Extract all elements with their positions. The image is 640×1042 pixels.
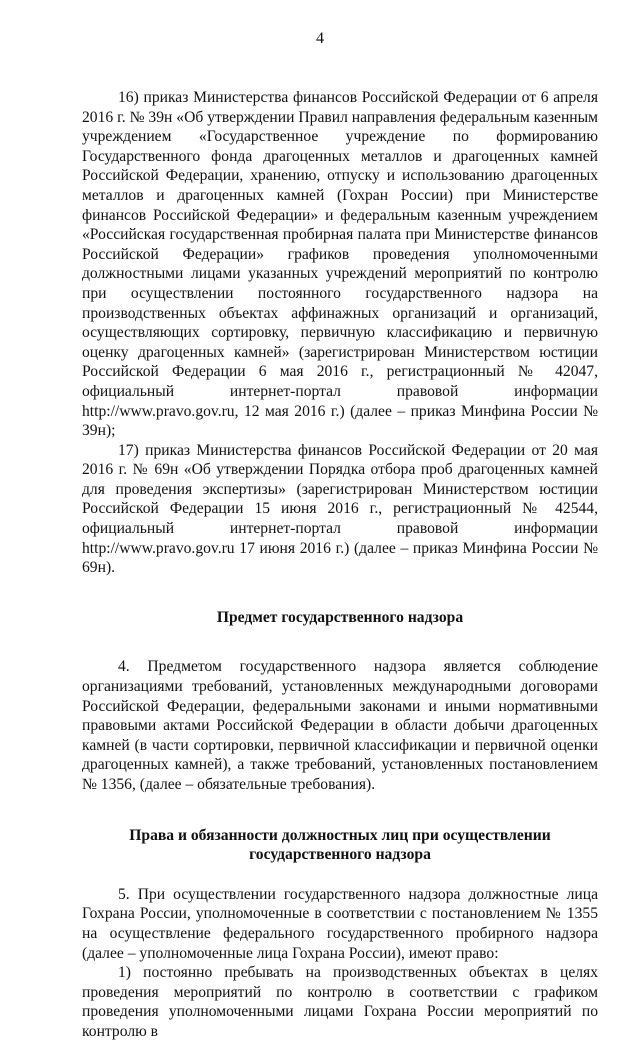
- page-number: 4: [316, 30, 324, 47]
- paragraph-4: 4. Предметом государственного надзора является соблюдение организациями требований, установленных международными договорами Российской Федерации, федеральными законами и иными нормативными правовыми актами Российской Федерации в области добычи драгоценных камней (в части сортировки, первичной классификации и первичной оценки драгоценных камней), а также требований, установленных постановлением № 1356, (далее – обязательные требования).: [82, 658, 598, 793]
- list-item-17: 17) приказ Министерства финансов Российской Федерации от 20 мая 2016 г. № 69н «Об утверждении Порядка отбора проб драгоценных камней для проведения экспертизы» (зарегистрирован Министерством юстиции Российской Федерации 15 июня 2016 г., регистрационный № 42544, официальный интернет-портал правовой информации http://www.pravo.gov.ru 17 июня 2016 г.) (далее – приказ Минфина России № 69н).: [82, 441, 598, 577]
- paragraph-5: 5. При осуществлении государственного надзора должностные лица Гохрана России, уполномоченные в соответствии с постановлением № 1355 на осуществление федерального государственного пробирного надзора (далее – уполномоченные лица Гохрана России), имеют право:: [82, 885, 598, 962]
- paragraph-5-item-1: 1) постоянно пребывать на производственных объектах в целях проведения мероприятий по контролю в соответствии с графиком проведения уполномоченными лицами Гохрана России мероприятий по контролю в: [82, 964, 598, 1040]
- section-heading-rights-line2: государственного надзора: [249, 846, 431, 864]
- list-item-16: 16) приказ Министерства финансов Российской Федерации от 6 апреля 2016 г. № 39н «Об утверждении Правил направления федеральным казенным учреждением «Государственное учреждение по формированию Государственного фонда драгоценных металлов и драгоценных камней Российской Федерации, хранению, отпуску и использованию драгоценных металлов и драгоценных камней (Гохран России) при Министерстве финансов Российской Федерации» и федеральным казенным учреждением «Российская государственная пробирная палата при Министерстве финансов Российской Федерации» графиков проведения уполномоченными должностными лицами указанных учреждений мероприятий по контролю при осуществлении постоянного государственного надзора на производственных объектах аффинажных организаций и организаций, осуществляющих сортировку, первичную классификацию и первичную оценку драгоценных камней» (зарегистрирован Министерством юстиции Российской Федерации 6 мая 2016 г., регистрационный № 42047, официальный интернет-портал правовой информации http://www.pravo.gov.ru, 12 мая 2016 г.) (далее – приказ Минфина России № 39н);: [82, 89, 598, 440]
- section-heading-rights: [82, 826, 598, 865]
- document-body: [82, 88, 598, 1042]
- section-heading-subject: Предмет государственного надзора: [216, 608, 464, 626]
- section-heading-rights-line1: Права и обязанности должностных лиц при осуществлении: [129, 826, 551, 844]
